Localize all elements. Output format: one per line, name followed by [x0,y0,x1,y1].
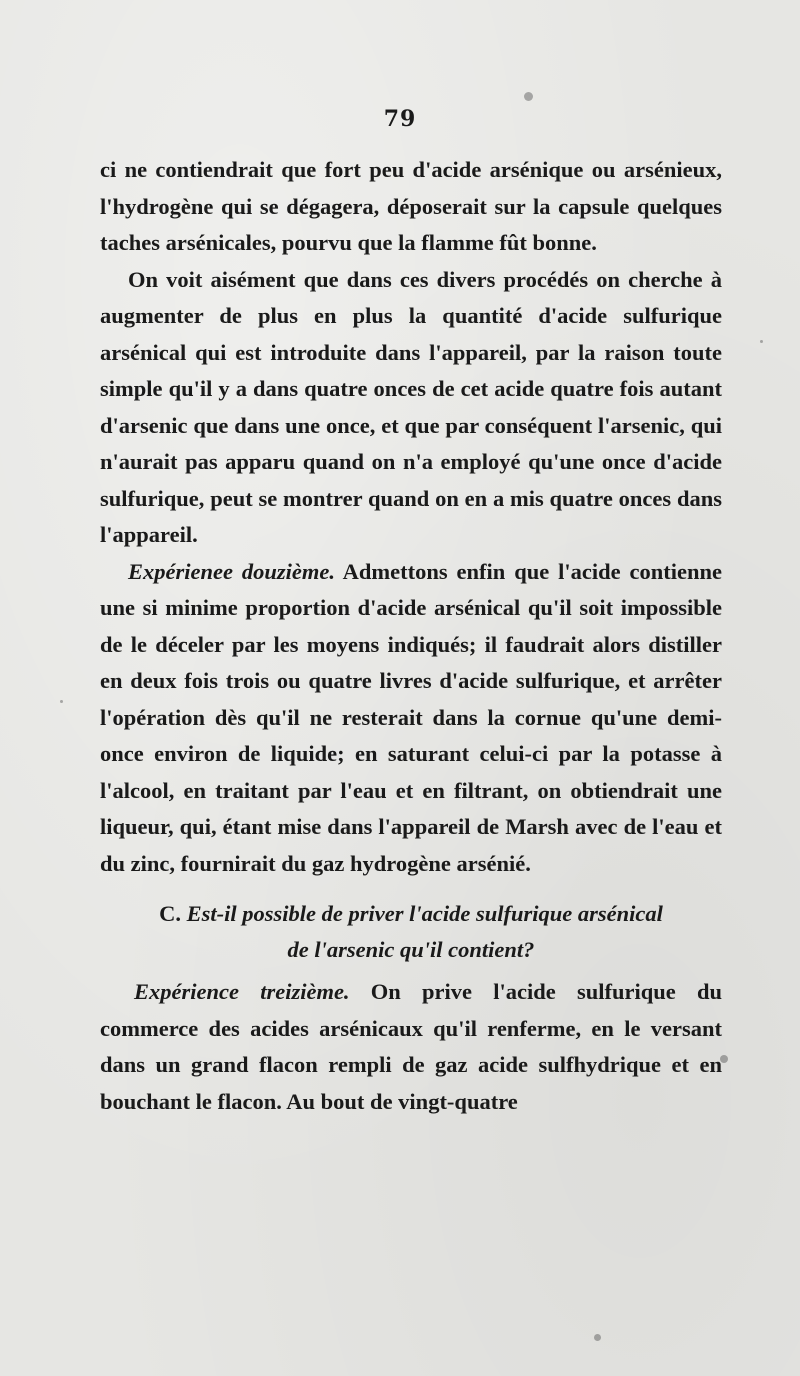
page-number: 79 [383,106,417,132]
paper-speck [524,92,533,101]
paragraph-experiment-twelve [100,554,722,883]
body-text [100,152,722,1120]
section-letter: C. [159,901,181,926]
paper-speck [720,1055,728,1063]
experiment-twelve-label: Expérienee douzième. [128,558,335,584]
paragraph-continuation: ci ne contiendrait que fort peu d'acide arsénique ou arsénieux, l'hydrogène qui se dégagera, déposerait sur la capsule quelques taches arsénicales, pourvu que la flamme fût bonne. [100,157,722,255]
experiment-thirteen-label: Expérience treizième. [134,979,350,1004]
paper-speck [60,700,63,703]
paragraph-experiment-thirteen [100,974,722,1120]
paragraph-procedures: On voit aisément que dans ces divers procédés on cherche à augmenter de plus en plus la quantité d'acide sulfurique arsénical qui est introduite dans l'appareil, par la raison toute simple qu'il y a dans quatre onces de cet acide quatre fois autant d'arsenic que dans une once, et que par conséquent l'arsenic, qui n'aurait pas apparu quand on n'a employé qu'une once d'acide sulfurique, peut se montrer quand on en a mis quatre onces dans l'appareil. [100,266,722,547]
section-heading [100,896,722,968]
paper-speck [594,1334,601,1341]
paper-speck [760,340,763,343]
experiment-thirteen-text: On prive l'acide sulfurique du commerce des acides arsénicaux qu'il renferme, en le versant dans un grand flacon rempli de gaz acide sulfhydrique et en bouchant le flacon. Au bout de vingt-quatre [100,979,722,1114]
section-heading-line1: Est-il possible de priver l'acide sulfurique arsénical [181,901,663,926]
section-heading-line2: de l'arsenic qu'il contient? [287,937,535,962]
experiment-twelve-text: Admettons enfin que l'acide contienne une si minime proportion d'acide arsénical qu'il soit impossible de le déceler par les moyens indiqués; il faudrait alors distiller en deux fois trois ou quatre livres d'acide sulfurique, et arrêter l'opération dès qu'il ne resterait dans la cornue qu'une demi-once environ de liquide; en saturant celui-ci par la potasse à l'alcool, en traitant par l'eau et en filtrant, on obtiendrait une liqueur, qui, étant mise dans l'appareil de Marsh avec de l'eau et du zinc, fournirait du gaz hydrogène arsénié. [100,558,722,876]
